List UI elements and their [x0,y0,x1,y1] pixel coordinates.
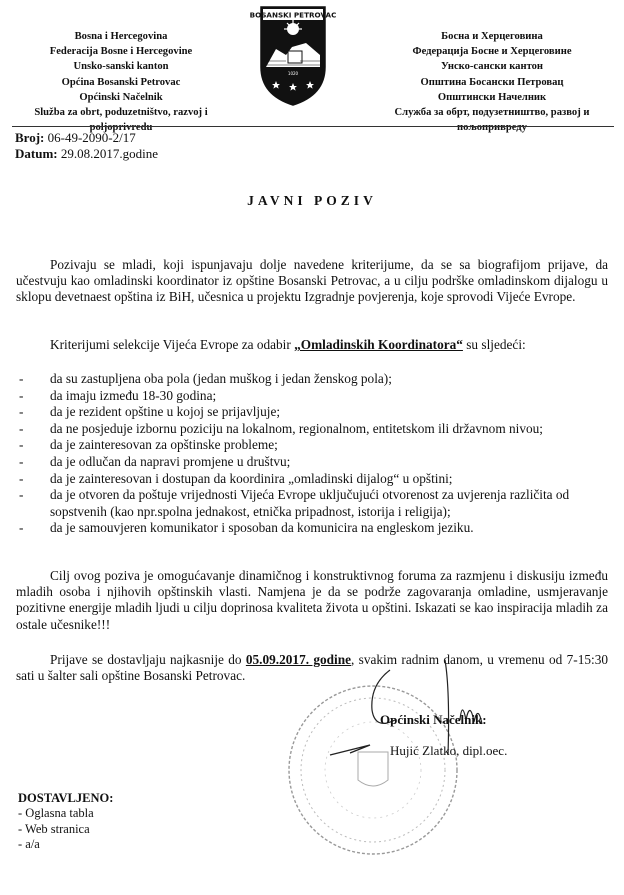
criteria-item: - da je rezident opštine u kojoj se prijavljuje; [16,404,616,421]
criteria-intro-after: su sljedeći: [462,337,526,352]
criteria-intro-highlight: „Omladinskih Koordinatora“ [294,337,463,352]
broj-label: Broj: [15,130,45,145]
criteria-item: - da je odlučan da napravi promjene u društvu; [16,454,616,471]
header-line: Унско-сански кантон [440,61,544,73]
datum-label: Datum: [15,146,58,161]
distribution-block [18,791,113,853]
header-line: Unsko-sanski kanton [73,61,169,73]
broj-row [15,130,158,146]
intro-paragraph: Pozivaju se mladi, koji ispunjavaju dolje navedene kriterijume, da se sa biografijom prijave, da učestvuju kao omladinski koordinator iz opštine Bosanski Petrovac, a u cilju podrške omladinskom dijalogu u sklopu devetnaest opština iz BiH, učesnica u projektu Izgradnje povjerenja, koje sprovodi Vijeće Evrope. [16,257,608,305]
criteria-intro [50,337,526,353]
distribution-item: - Oglasna tabla [18,806,94,821]
crest-year: 1020 [287,71,299,76]
header-line: Federacija Bosne i Hercegovine [49,46,193,58]
header-line: Федерација Босне и Херцеговине [412,46,572,58]
criteria-item: - da ne posjeduje izbornu poziciju na lokalnom, regionalnom, entitetskom ili državnom nivou; [16,421,616,438]
goal-paragraph: Cilj ovog poziva je omogućavanje dinamičnog i konstruktivnog foruma za razmjenu i diskusiju između mladih osoba i njihovih opštinskih vlasti. Namjena je da se podrže zagovaranja omladine, usmjeravanje pozitivne energije mladih ljudi u cilju doprinosa kvaliteta života u opštini. Iskazati se kao inspiracija mladih za ostale učesnike!!! [16,568,608,632]
header-line: Служба за обрт, подузетништво, развој и [394,107,590,119]
deadline-after: , svakim radnim danom, u vremenu od 7-15:30 sati u šalter sali opštine Bosanski Petrovac. [16,652,608,684]
header-line: Općinski Načelnik [79,91,163,103]
signature-name: Hujić Zlatko, dipl.oec. [390,743,508,758]
header-line: Општински Начелник [437,91,547,103]
municipality-crest-logo [249,5,337,107]
header-divider [12,126,614,127]
deadline-date: 05.09.2017. godine [245,652,352,667]
crest-text: BOSANSKI PETROVAC [249,10,337,20]
distribution-item: - Web stranica [18,821,90,836]
criteria-item: - da su zastupljena oba pola (jedan muškog i jedan ženskog pola); [16,371,616,388]
header-line: Bosna i Hercegovina [74,31,168,42]
criteria-item: - da je zainteresovan i dostupan da koordinira „omladinski dijalog“ u opštini; [16,471,616,488]
header-line: Босна и Херцеговина [441,31,543,42]
criteria-item: - da imaju između 18-30 godina; [16,388,616,405]
datum-row [15,146,158,162]
document-meta [15,130,158,162]
signature-title: Općinski Načelnik: [380,712,487,727]
criteria-item: - da je samouvjeren komunikator i sposoban da komunicira na engleskom jeziku. [16,520,616,537]
header-line: пољопривреду [457,122,527,134]
criteria-item: - da je zainteresovan za opštinske probleme; [16,437,616,454]
header-right-cyrillic [372,29,612,135]
header-line: Služba za obrt, poduzetništvo, razvoj i [34,107,208,119]
distribution-heading: DOSTAVLJENO: [18,791,114,805]
header-line: Општина Босански Петровац [420,76,564,88]
header-line: poljoprivredu [89,122,153,134]
distribution-item: - a/a [18,837,40,852]
document-title: JAVNI POZIV [247,193,377,208]
criteria-intro-before: Kriterijumi selekcije Vijeća Evrope za odabir [50,337,295,352]
criteria-item: - da je otvoren da poštuje vrijednosti Vijeća Evrope uključujući otvorenost za uvjerenja različita od sopstvenih (kao npr.spolna jednakost, etnička pripadnost, istorija i religija); [16,487,616,520]
header-line: Općina Bosanski Petrovac [61,76,181,88]
deadline-before: Prijave se dostavljaju najkasnije do [50,652,246,667]
broj-value: 06-49-2090-2/17 [47,130,136,145]
header-left-latin [10,29,232,135]
datum-value: 29.08.2017.godine [60,146,158,161]
criteria-list [16,371,616,537]
